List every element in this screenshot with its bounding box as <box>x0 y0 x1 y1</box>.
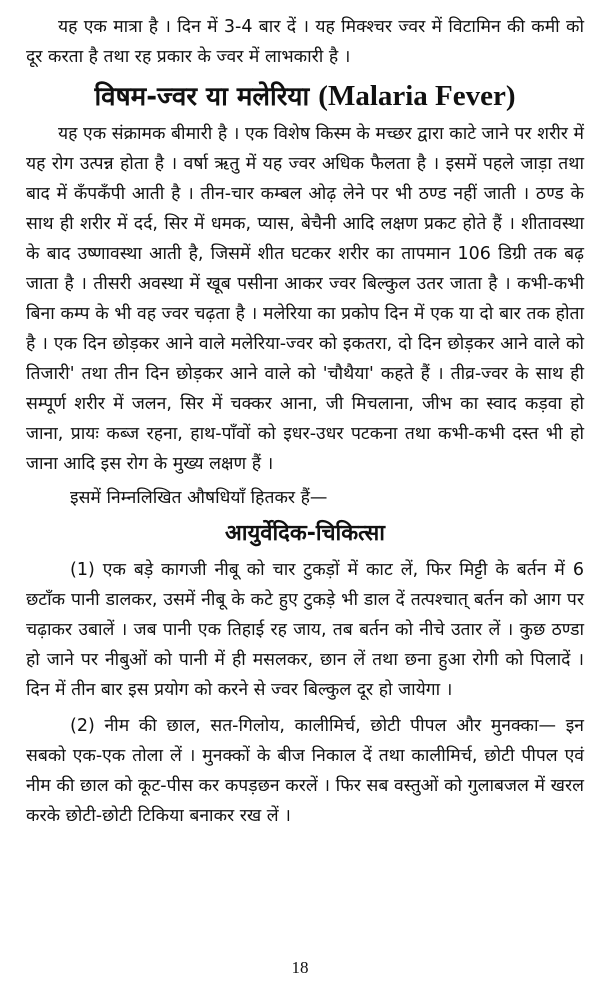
description-paragraph: यह एक संक्रामक बीमारी है । एक विशेष किस्म के मच्छर द्वारा काटे जाने पर शरीर में यह रोग उत्पन्न होता है । वर्षा ऋतु में यह ज्वर अधिक फैलता है । इसमें पहले जाड़ा तथा बाद में कँपकँपी आती है । तीन-चार कम्बल ओढ़ लेने पर भी ठण्ड नहीं जाती । ठण्ड के साथ ही शरीर में दर्द, सिर में धमक, प्यास, बेचैनी आदि लक्षण प्रकट होते हैं । शीतावस्था के बाद उष्णावस्था आती है, जिसमें शीत घटकर शरीर का तापमान 106 डिग्री तक बढ़ जाता है । तीसरी अवस्था में खूब पसीना आकर ज्वर बिल्कुल उतर जाता है । कभी-कभी बिना कम्प के भी वह ज्वर चढ़ता है । मलेरिया का प्रकोप दिन में एक या दो बार तक होता है । एक दिन छोड़कर आने वाले मलेरिया-ज्वर को इकतरा, दो दिन छोड़कर आने वाले को तिजारी' तथा तीन दिन छोड़कर आने वाले को 'चौथैया' कहते हैं । तीव्र-ज्वर के साथ ही सम्पूर्ण शरीर में जलन, सिर में चक्कर आना, जी मिचलाना, जीभ का स्वाद कड़वा हो जाना, प्रायः कब्ज रहना, हाथ-पाँवों को इधर-उधर पटकना तथा कभी-कभी दस्त भी हो जाना आदि इस रोग के मुख्य लक्षण हैं । <box>26 124 584 474</box>
lead-in-text: इसमें निम्नलिखित औषधियाँ हितकर हैं— <box>70 488 328 508</box>
subsection-title: आयुर्वेदिक-चिकित्सा <box>224 521 385 546</box>
page-number: 18 <box>291 958 309 977</box>
section-title-english: (Malaria Fever) <box>318 80 516 112</box>
remedy-paragraph-2: (2) नीम की छाल, सत-गिलोय, कालीमिर्च, छोटी पीपल और मुनक्का— इन सबको एक-एक तोला लें । मुनक्कों के बीज निकाल दें तथा कालीमिर्च, छोटी पीपल एवं नीम की छाल को कूट-पीस कर कपड़छन करलें । फिर सब वस्तुओं को गुलाबजल में खरल करके छोटी-छोटी टिकिया बनाकर रख लें । <box>26 716 584 826</box>
section-title <box>26 76 584 117</box>
remedy-paragraph-1: (1) एक बड़े कागजी नीबू को चार टुकड़ों में काट लें, फिर मिट्टी के बर्तन में 6 छटाँक पानी डालकर, उसमें नीबू के कटे हुए टुकड़े भी डाल दें तत्पश्चात् बर्तन को आग पर चढ़ाकर उबालें । जब पानी एक तिहाई रह जाय, तब बर्तन को नीचे उतार लें । कुछ ठण्डा हो जाने पर नीबुओं को पानी में ही मसलकर, छान लें तथा छना हुआ रोगी को पिलादें । दिन में तीन बार इस प्रयोग को करने से ज्वर बिल्कुल दूर हो जायेगा । <box>26 560 584 700</box>
intro-paragraph: यह एक मात्रा है । दिन में 3-4 बार दें । यह मिक्श्चर ज्वर में विटामिन की कमी को दूर करता है तथा रह प्रकार के ज्वर में लाभकारी है । <box>26 17 584 67</box>
section-title-hindi: विषम-ज्वर या मलेरिया <box>94 82 310 112</box>
